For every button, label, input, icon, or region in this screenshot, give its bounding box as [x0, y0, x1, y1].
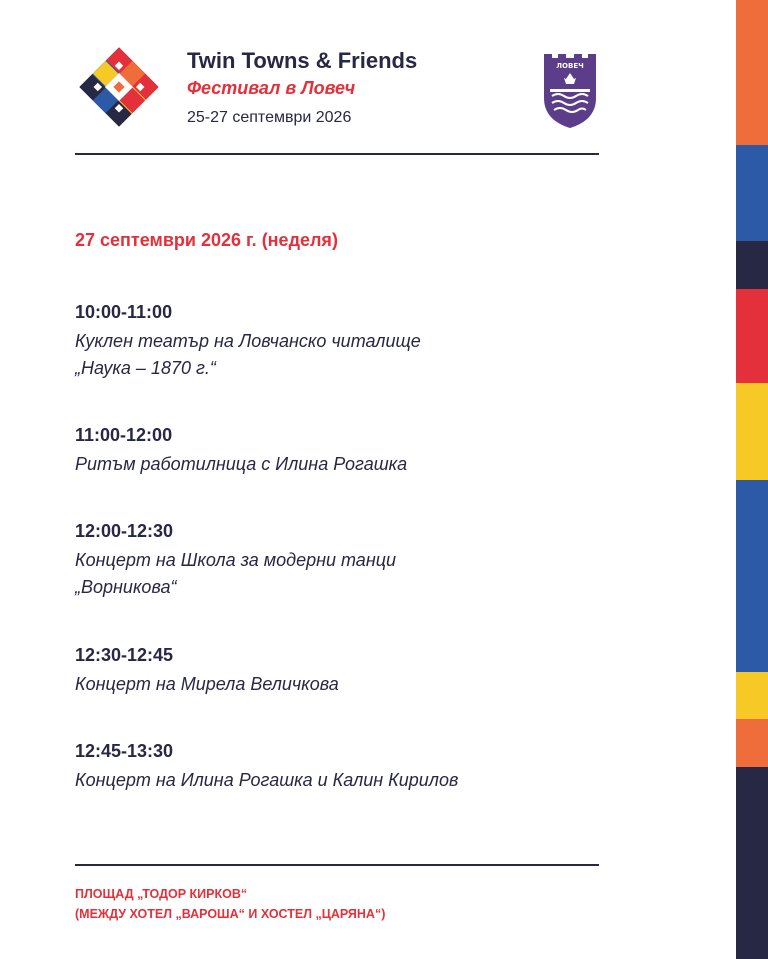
event-description-line: „Наука – 1870 г.“: [75, 358, 216, 378]
venue-line: (МЕЖДУ ХОТЕЛ „ВАРОША“ И ХОСТЕЛ „ЦАРЯНА“): [75, 907, 386, 921]
event-time: 12:45-13:30: [75, 741, 174, 761]
stripe-segment-yellow-2: [736, 672, 768, 719]
stripe-segment-orange-2: [736, 719, 768, 767]
event-description-line: Концерт на Илина Рогашка и Калин Кирилов: [75, 770, 459, 790]
header-divider: [75, 153, 599, 155]
footer-divider: [75, 864, 599, 866]
lovech-coat-of-arms-icon: [540, 48, 600, 130]
schedule-item: [75, 643, 635, 698]
event-description: [75, 671, 635, 698]
festival-dates: 25-27 септември 2026: [187, 109, 352, 126]
event-description: [75, 451, 635, 478]
event-description-line: Концерт на Школа за модерни танци: [75, 550, 397, 570]
stripe-segment-red: [736, 289, 768, 383]
stripe-segment-blue-2: [736, 480, 768, 672]
event-time: 12:00-12:30: [75, 521, 174, 541]
schedule-item: [75, 300, 635, 382]
festival-logo: [74, 42, 164, 132]
schedule-item: [75, 423, 635, 478]
venue-address: [75, 884, 385, 924]
event-description: [75, 547, 635, 601]
festival-title: Twin Towns & Friends: [187, 48, 418, 73]
day-heading: 27 септември 2026 г. (неделя): [75, 230, 338, 250]
stripe-segment-yellow: [736, 383, 768, 480]
event-description: [75, 328, 635, 382]
stripe-segment-blue: [736, 145, 768, 241]
event-time: 10:00-11:00: [75, 302, 173, 322]
schedule-item: [75, 739, 635, 794]
festival-subtitle: Фестивал в Ловеч: [187, 78, 356, 98]
venue-line: ПЛОЩАД „ТОДОР КИРКОВ“: [75, 887, 248, 901]
stripe-segment-orange: [736, 0, 768, 145]
event-time: 12:30-12:45: [75, 645, 174, 665]
schedule-item: [75, 519, 635, 601]
event-description-line: „Ворникова“: [75, 577, 177, 597]
event-description-line: Концерт на Мирела Величкова: [75, 674, 339, 694]
crest-label: ЛОВЕЧ: [556, 62, 584, 70]
event-description: [75, 767, 635, 794]
stripe-segment-navy-2: [736, 767, 768, 959]
event-description-line: Ритъм работилница с Илина Рогашка: [75, 454, 408, 474]
stripe-segment-navy: [736, 241, 768, 289]
event-time: 11:00-12:00: [75, 425, 173, 445]
event-description-line: Куклен театър на Ловчанско читалище: [75, 331, 421, 351]
